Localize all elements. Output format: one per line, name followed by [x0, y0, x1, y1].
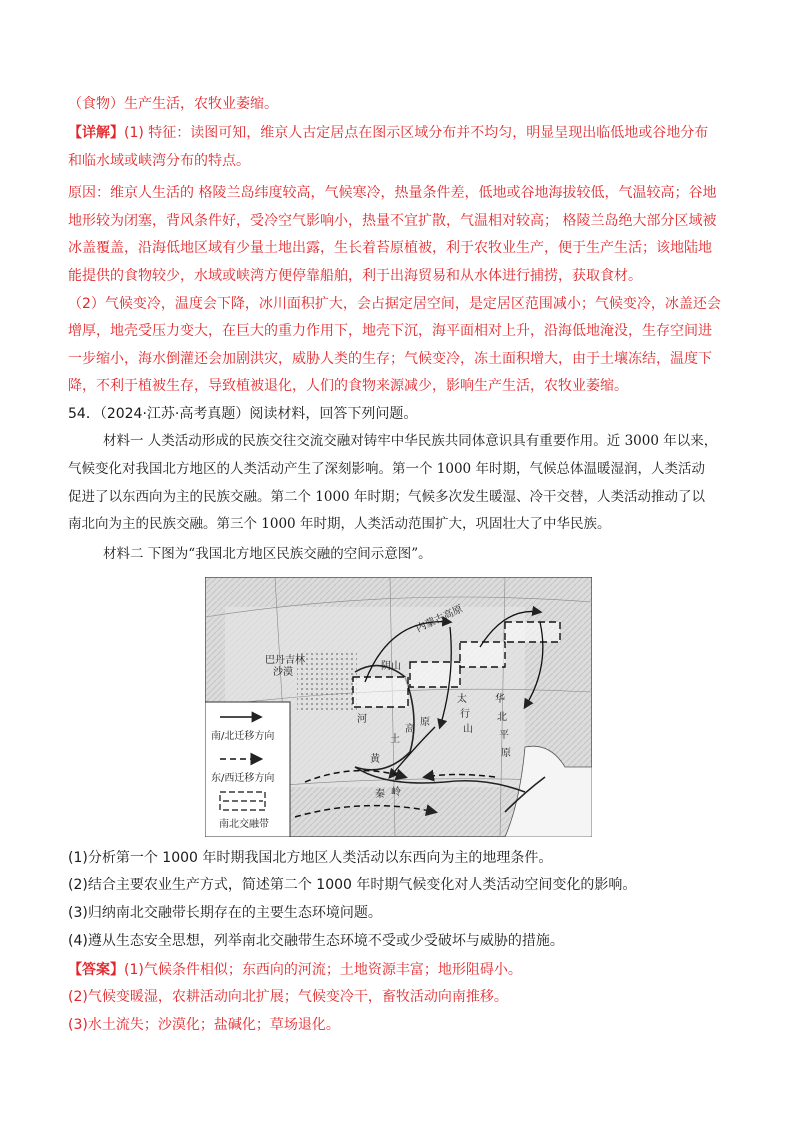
answer-1: (1)气候条件相似；东西向的河流；土地资源丰富；地形阻碍小。: [124, 962, 522, 978]
label-loess-4: 原: [420, 717, 430, 728]
detail-line-2: 和临水域或峡湾分布的特点。: [68, 153, 250, 169]
question-source: （2024·江苏·高考真题）: [99, 406, 250, 422]
label-huabei-2: 北: [497, 712, 507, 723]
ethnic-fusion-map: [205, 577, 592, 837]
prev-answer-line: （食物）生产生活，农牧业萎缩。: [68, 96, 278, 112]
material1-line-1: 材料一 人类活动形成的民族交往交流交融对铸牢中华民族共同体意识具有重要作用。近 3000 年以来，: [103, 433, 718, 449]
label-qinling-1: 秦: [375, 789, 385, 800]
detail-line-5: 冰盖覆盖，沿海低地区域有少量土地出露，生长着苔原植被，利于农牧业生产，便于生产生活；该地陆地: [68, 240, 712, 256]
label-desert-2: 沙漠: [273, 667, 293, 678]
label-taihang-2: 行: [460, 709, 470, 720]
label-plateau: 内蒙古高原: [414, 603, 465, 635]
label-qinling-2: 岭: [391, 787, 401, 798]
question-header: [68, 404, 736, 424]
label-taihang-1: 太: [457, 694, 467, 705]
label-taihang-3: 山: [463, 724, 473, 735]
material1-line-4: 南北向为主的民族交融。第三个 1000 年时期，人类活动范围扩大，巩固壮大了中华民族。: [68, 516, 611, 532]
detail-line-8: 增厚，地壳受压力变大，在巨大的重力作用下，地壳下沉，海平面相对上升，沿海低地淹没，生存空间进: [68, 323, 712, 339]
label-huabei-3: 平: [499, 730, 509, 741]
detail-line-4: 地形较为闭塞，背风条件好，受冷空气影响小，热量不宜扩散，气温相对较高； 格陵兰岛绝大部分区域被: [68, 213, 717, 229]
label-loess-1: 黄: [370, 754, 380, 765]
detail-line-7: （2）气候变冷，温度会下降，冰川面积扩大，会占据定居空间，是定居区范围减小；气候变冷，冰盖还会: [68, 296, 721, 312]
label-loess-3: 高: [405, 724, 415, 735]
answer-tag: 【答案】: [68, 962, 124, 978]
detail-line-9: 一步缩小，海水倒灌还会加剧洪灾，威胁人类的生存；气候变冷，冻土面积增大，由于土壤冻结，温度下: [68, 351, 712, 367]
detail-tag: 【详解】: [68, 125, 124, 141]
detail-line-1: [68, 123, 736, 143]
detail-line-10: 降，不利于植被生存，导致植被退化，人们的食物来源减少，影响生产生活，农牧业萎缩。: [68, 378, 628, 394]
material2-line: 材料二 下图为“我国北方地区民族交融的空间示意图”。: [103, 546, 432, 562]
answer-line-3: (3)水土流失；沙漠化；盐碱化；草场退化。: [68, 1017, 340, 1033]
legend-ns-label: 南/北迁移方向: [211, 731, 275, 742]
detail-line-6: 能提供的食物较少，水域或峡湾方便停靠船舶，利于出海贸易和从水体进行捕捞，获取食材。: [68, 268, 642, 284]
question-stem: 阅读材料，回答下列问题。: [249, 406, 418, 422]
label-desert-1: 巴丹吉林: [265, 655, 305, 666]
answer-line-1: [68, 960, 736, 980]
subquestion-4: (4)遵从生态安全思想，列举南北交融带生态环境不受或少受破坏与威胁的措施。: [68, 933, 564, 949]
material1-line-2: 气候变化对我国北方地区的人类活动产生了深刻影响。第一个 1000 年时期，气候总体温暖湿润，人类活动: [68, 461, 705, 477]
label-huabei-4: 原: [501, 748, 511, 759]
label-yinshan: 阴山: [381, 661, 401, 672]
legend-band-label: 南北交融带: [219, 819, 269, 830]
map-legend: [205, 702, 290, 837]
detail-text-1: (1) 特征：读图可知，维京人古定居点在图示区域分布并不均匀，明显呈现出临低地或谷地分布: [124, 125, 709, 141]
subquestion-3: (3)归纳南北交融带长期存在的主要生态环境问题。: [68, 905, 382, 921]
material1-line-3: 促进了以东西向为主的民族交融。第二个 1000 年时期；气候多次发生暖湿、冷干交替，人类活动推动了以: [68, 489, 705, 505]
subquestion-1: (1)分析第一个 1000 年时期我国北方地区人类活动以东西向为主的地理条件。: [68, 850, 553, 866]
label-huabei-1: 华: [495, 694, 505, 705]
question-number: 54．: [68, 406, 100, 422]
label-loess-2: 土: [390, 734, 400, 745]
detail-line-3: 原因：维京人生活的 格陵兰岛纬度较高，气候寒冷，热量条件差，低地或谷地海拔较低，气温较高；谷地: [68, 185, 717, 201]
subquestion-2: (2)结合主要农业生产方式，简述第二个 1000 年时期气候变化对人类活动空间变化的影响。: [68, 877, 637, 893]
label-hexi: 河: [357, 714, 367, 725]
legend-ew-label: 东/西迁移方向: [211, 773, 275, 784]
desert-dots: [297, 652, 357, 712]
answer-line-2: (2)气候变暖湿，农耕活动向北扩展；气候变冷干，畜牧活动向南推移。: [68, 989, 508, 1005]
